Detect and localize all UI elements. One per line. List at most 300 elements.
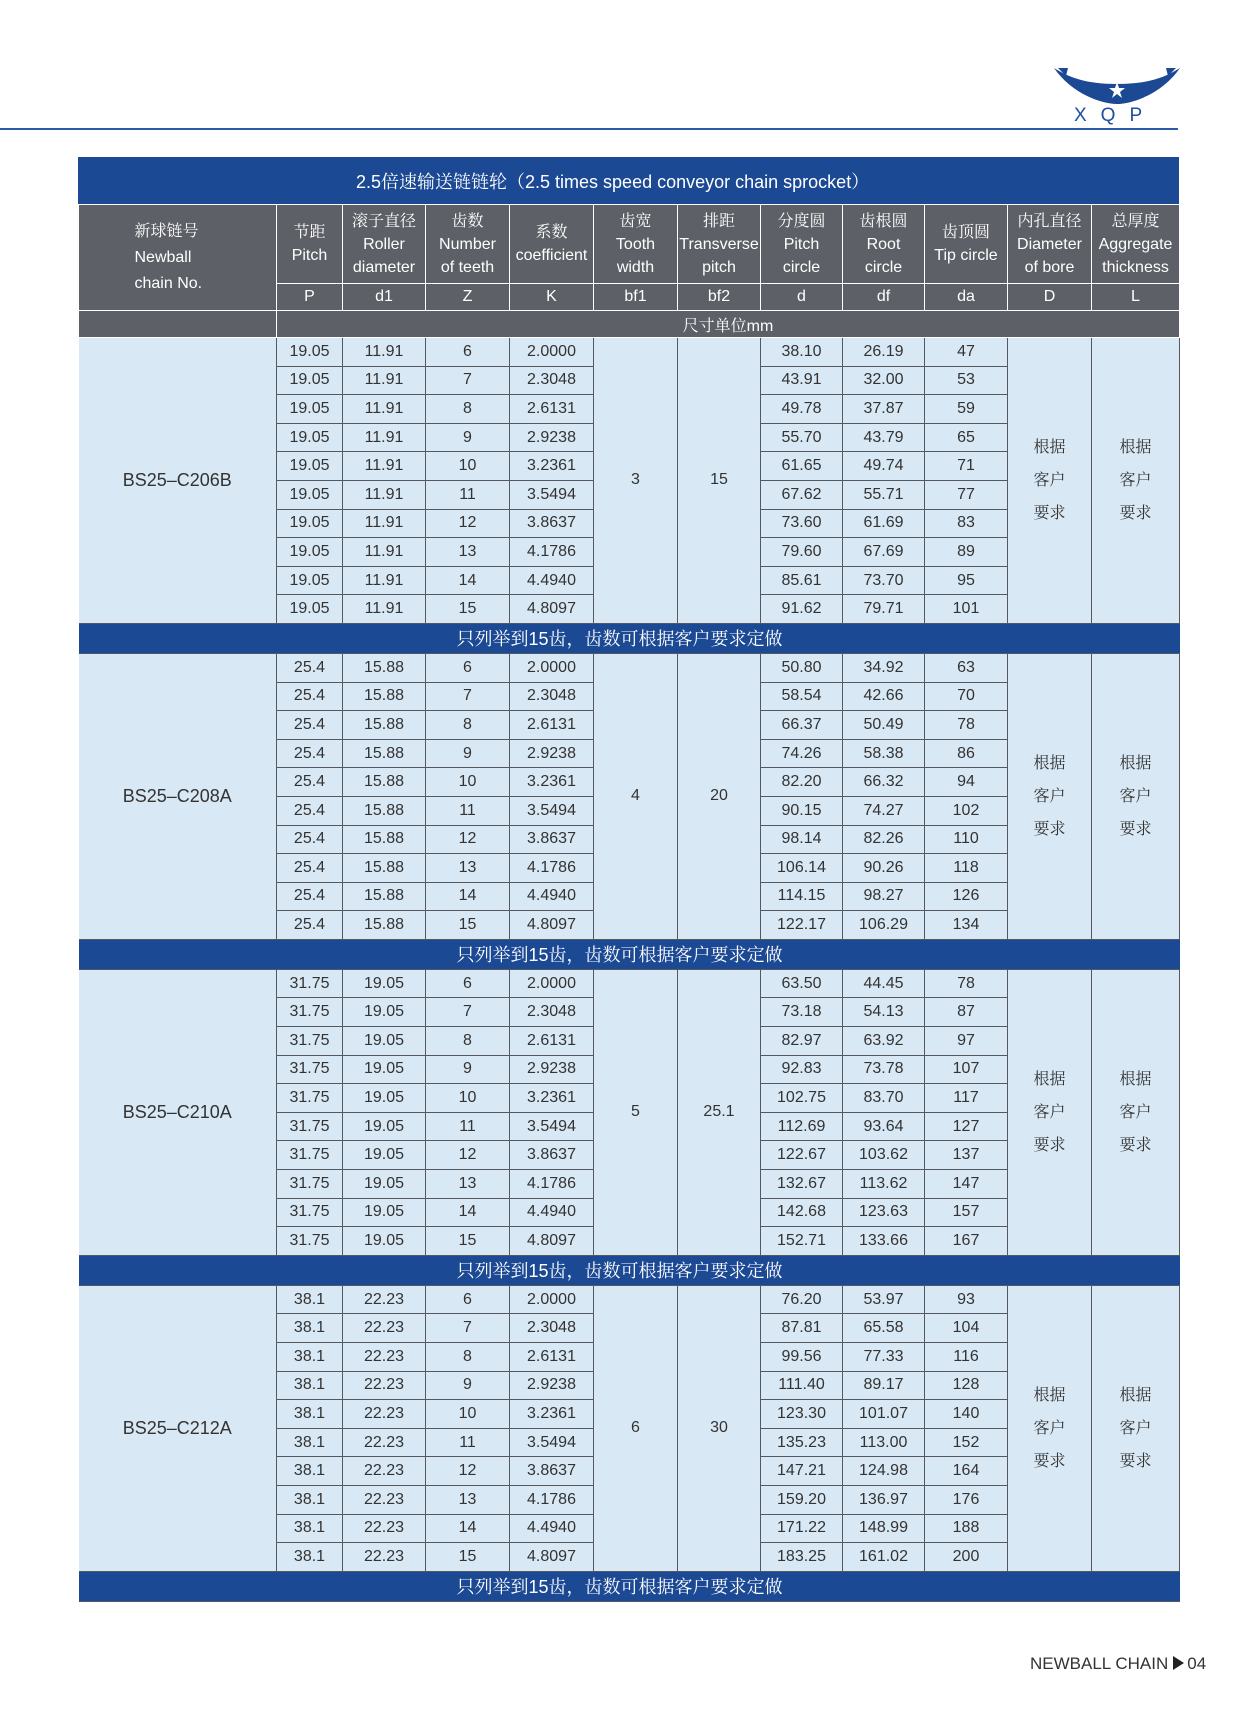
cell-pitch: 31.75: [277, 1112, 343, 1141]
header-col-text: Root: [866, 235, 901, 253]
cell-coefficient: 2.3048: [510, 1314, 594, 1343]
cell-tip-circle: 65: [925, 423, 1008, 452]
cell-root-circle: 32.00: [843, 366, 925, 395]
cell-tip-circle: 53: [925, 366, 1008, 395]
cell-tip-circle: 127: [925, 1112, 1008, 1141]
cell-roller-diameter: 15.88: [343, 653, 426, 682]
cell-pitch-circle: 82.20: [761, 768, 843, 797]
cell-root-circle: 43.79: [843, 423, 925, 452]
cell-pitch: 38.1: [277, 1285, 343, 1314]
cell-root-circle: 93.64: [843, 1112, 925, 1141]
cell-teeth: 8: [426, 1027, 510, 1056]
header-units: 尺寸单位mm: [277, 311, 1180, 338]
cell-root-circle: 123.63: [843, 1198, 925, 1227]
cell-pitch-circle: 135.23: [761, 1428, 843, 1457]
cell-root-circle: 148.99: [843, 1514, 925, 1543]
cell-roller-diameter: 15.88: [343, 768, 426, 797]
cell-pitch-circle: 159.20: [761, 1485, 843, 1514]
cell-tooth-width: 4: [594, 653, 678, 939]
cell-pitch: 38.1: [277, 1457, 343, 1486]
logo-text: XQP: [1074, 105, 1157, 126]
cell-transverse-pitch: 25.1: [678, 969, 761, 1255]
cell-tip-circle: 157: [925, 1198, 1008, 1227]
cell-teeth: 15: [426, 595, 510, 624]
cell-coefficient: 3.2361: [510, 452, 594, 481]
header-symbol: da: [925, 284, 1008, 311]
cell-coefficient: 3.8637: [510, 1141, 594, 1170]
cell-coefficient: 2.3048: [510, 682, 594, 711]
cell-tip-circle: 140: [925, 1400, 1008, 1429]
table-row: [79, 338, 1180, 367]
cell-tip-circle: 116: [925, 1343, 1008, 1372]
header-newball-chain-no: [79, 205, 277, 311]
cell-pitch-circle: 58.54: [761, 682, 843, 711]
cell-roller-diameter: 22.23: [343, 1314, 426, 1343]
cell-teeth: 11: [426, 796, 510, 825]
cell-tip-circle: 200: [925, 1543, 1008, 1572]
cell-tip-circle: 93: [925, 1285, 1008, 1314]
header-col-text: width: [616, 258, 655, 276]
cell-roller-diameter: 11.91: [343, 538, 426, 567]
header-col-text: Tip circle: [934, 247, 998, 264]
cell-teeth: 8: [426, 1343, 510, 1372]
cell-root-circle: 73.70: [843, 566, 925, 595]
cell-coefficient: 2.0000: [510, 653, 594, 682]
cell-tip-circle: 147: [925, 1170, 1008, 1199]
header-symbol: bf1: [594, 284, 678, 311]
note-line: 客户: [1033, 787, 1066, 805]
header-col-k: [510, 205, 594, 284]
cell-roller-diameter: 19.05: [343, 1141, 426, 1170]
cell-pitch-circle: 142.68: [761, 1198, 843, 1227]
cell-tip-circle: 176: [925, 1485, 1008, 1514]
cell-roller-diameter: 15.88: [343, 825, 426, 854]
header-col-z: [426, 205, 510, 284]
cell-coefficient: 4.1786: [510, 1485, 594, 1514]
note-line: 要求: [1033, 820, 1066, 838]
cell-pitch: 31.75: [277, 998, 343, 1027]
cell-roller-diameter: 22.23: [343, 1400, 426, 1429]
table-row: [79, 969, 1180, 998]
cell-aggregate-thickness: [1092, 969, 1180, 1255]
cell-pitch-circle: 98.14: [761, 825, 843, 854]
cell-roller-diameter: 19.05: [343, 1112, 426, 1141]
cell-pitch: 25.4: [277, 653, 343, 682]
note-line: 根据: [1033, 438, 1066, 456]
header-symbol: df: [843, 284, 925, 311]
chain-model: BS25–C208A: [79, 653, 277, 939]
cell-tip-circle: 94: [925, 768, 1008, 797]
cell-teeth: 14: [426, 1198, 510, 1227]
header-col-d: [761, 205, 843, 284]
cell-tip-circle: 104: [925, 1314, 1008, 1343]
note-line: 客户: [1119, 1103, 1152, 1121]
cell-roller-diameter: 22.23: [343, 1457, 426, 1486]
cell-tip-circle: 71: [925, 452, 1008, 481]
cell-root-circle: 77.33: [843, 1343, 925, 1372]
cell-root-circle: 54.13: [843, 998, 925, 1027]
cell-pitch-circle: 63.50: [761, 969, 843, 998]
cell-roller-diameter: 19.05: [343, 969, 426, 998]
cell-tip-circle: 59: [925, 395, 1008, 424]
cell-pitch: 25.4: [277, 796, 343, 825]
cell-teeth: 12: [426, 825, 510, 854]
cell-teeth: 10: [426, 1084, 510, 1113]
cell-tip-circle: 137: [925, 1141, 1008, 1170]
page-number: 04: [1187, 1654, 1207, 1673]
cell-roller-diameter: 19.05: [343, 1055, 426, 1084]
logo-wing-icon: [1052, 64, 1182, 110]
cell-coefficient: 3.2361: [510, 768, 594, 797]
cell-tip-circle: 47: [925, 338, 1008, 367]
cell-root-circle: 74.27: [843, 796, 925, 825]
cell-roller-diameter: 11.91: [343, 509, 426, 538]
cell-roller-diameter: 11.91: [343, 366, 426, 395]
cell-root-circle: 133.66: [843, 1227, 925, 1256]
header-col-bf1: [594, 205, 678, 284]
cell-coefficient: 2.9238: [510, 739, 594, 768]
triangle-right-icon: [1173, 1656, 1184, 1670]
footer-note: 只列举到15齿，齿数可根据客户要求定做: [79, 939, 1180, 969]
cell-roller-diameter: 22.23: [343, 1543, 426, 1572]
cell-pitch: 19.05: [277, 366, 343, 395]
cell-tooth-width: 3: [594, 338, 678, 624]
cell-roller-diameter: 15.88: [343, 711, 426, 740]
cell-root-circle: 61.69: [843, 509, 925, 538]
group-footer-row: [79, 939, 1180, 969]
footer-note: 只列举到15齿，齿数可根据客户要求定做: [79, 623, 1180, 653]
cell-teeth: 9: [426, 1371, 510, 1400]
cell-pitch-circle: 123.30: [761, 1400, 843, 1429]
cell-root-circle: 124.98: [843, 1457, 925, 1486]
cell-teeth: 7: [426, 366, 510, 395]
cell-tip-circle: 63: [925, 653, 1008, 682]
header-col-d1: [343, 205, 426, 284]
cell-tooth-width: 5: [594, 969, 678, 1255]
cell-teeth: 11: [426, 1428, 510, 1457]
cell-teeth: 15: [426, 911, 510, 940]
cell-pitch-circle: 74.26: [761, 739, 843, 768]
table-row: [79, 653, 1180, 682]
cell-pitch-circle: 55.70: [761, 423, 843, 452]
cell-tip-circle: 86: [925, 739, 1008, 768]
cell-roller-diameter: 19.05: [343, 1198, 426, 1227]
cell-roller-diameter: 11.91: [343, 452, 426, 481]
header-col-text: pitch: [702, 258, 736, 276]
header-col-d: [1008, 205, 1092, 284]
header-col-text: 齿数: [451, 212, 484, 230]
note-line: 要求: [1033, 1136, 1066, 1154]
cell-coefficient: 3.8637: [510, 509, 594, 538]
header-symbol: D: [1008, 284, 1092, 311]
header-col-text: Pitch: [291, 247, 328, 264]
cell-pitch: 31.75: [277, 969, 343, 998]
cell-pitch: 38.1: [277, 1314, 343, 1343]
cell-tip-circle: 97: [925, 1027, 1008, 1056]
cell-root-circle: 82.26: [843, 825, 925, 854]
note-line: 客户: [1033, 471, 1066, 489]
cell-root-circle: 98.27: [843, 882, 925, 911]
cell-root-circle: 67.69: [843, 538, 925, 567]
cell-tip-circle: 118: [925, 854, 1008, 883]
header-symbol: P: [277, 284, 343, 311]
chain-model: BS25–C206B: [79, 338, 277, 624]
cell-roller-diameter: 22.23: [343, 1371, 426, 1400]
header-col-text: circle: [782, 258, 821, 276]
cell-pitch: 38.1: [277, 1343, 343, 1372]
cell-root-circle: 63.92: [843, 1027, 925, 1056]
cell-roller-diameter: 15.88: [343, 854, 426, 883]
cell-teeth: 8: [426, 395, 510, 424]
cell-tip-circle: 70: [925, 682, 1008, 711]
cell-bore-diameter: [1008, 969, 1092, 1255]
cell-teeth: 13: [426, 1485, 510, 1514]
cell-roller-diameter: 11.91: [343, 566, 426, 595]
header-col-text: of bore: [1024, 258, 1075, 276]
cell-pitch-circle: 99.56: [761, 1343, 843, 1372]
cell-roller-diameter: 22.23: [343, 1514, 426, 1543]
cell-pitch-circle: 87.81: [761, 1314, 843, 1343]
cell-coefficient: 3.2361: [510, 1400, 594, 1429]
cell-roller-diameter: 19.05: [343, 1170, 426, 1199]
cell-bore-diameter: [1008, 338, 1092, 624]
cell-roller-diameter: 19.05: [343, 1227, 426, 1256]
cell-coefficient: 2.9238: [510, 423, 594, 452]
cell-pitch: 19.05: [277, 338, 343, 367]
header-col-text: 齿顶圆: [941, 224, 990, 241]
header-col-df: [843, 205, 925, 284]
cell-coefficient: 4.8097: [510, 595, 594, 624]
header-col-text: 滚子直径: [351, 212, 416, 230]
cell-coefficient: 2.0000: [510, 969, 594, 998]
cell-pitch: 25.4: [277, 768, 343, 797]
cell-teeth: 15: [426, 1543, 510, 1572]
header-col-text: coefficient: [515, 247, 588, 264]
cell-teeth: 7: [426, 682, 510, 711]
table-title: 2.5倍速输送链链轮（2.5 times speed conveyor chain sprocket）: [78, 157, 1179, 204]
cell-tip-circle: 89: [925, 538, 1008, 567]
cell-roller-diameter: 15.88: [343, 911, 426, 940]
cell-tip-circle: 78: [925, 711, 1008, 740]
cell-pitch-circle: 183.25: [761, 1543, 843, 1572]
note-line: 客户: [1119, 787, 1152, 805]
cell-teeth: 14: [426, 1514, 510, 1543]
note-line: 根据: [1119, 1386, 1152, 1404]
cell-roller-diameter: 11.91: [343, 423, 426, 452]
cell-coefficient: 3.8637: [510, 825, 594, 854]
cell-pitch-circle: 79.60: [761, 538, 843, 567]
note-line: 根据: [1033, 1386, 1066, 1404]
cell-teeth: 11: [426, 1112, 510, 1141]
cell-pitch: 31.75: [277, 1227, 343, 1256]
cell-pitch-circle: 106.14: [761, 854, 843, 883]
cell-coefficient: 2.6131: [510, 1027, 594, 1056]
cell-teeth: 12: [426, 1457, 510, 1486]
cell-tip-circle: 83: [925, 509, 1008, 538]
note-line: 要求: [1119, 1136, 1152, 1154]
cell-pitch: 31.75: [277, 1170, 343, 1199]
cell-teeth: 9: [426, 739, 510, 768]
cell-teeth: 7: [426, 998, 510, 1027]
cell-root-circle: 113.62: [843, 1170, 925, 1199]
cell-pitch-circle: 50.80: [761, 653, 843, 682]
cell-teeth: 14: [426, 566, 510, 595]
header-col-text: circle: [864, 258, 903, 276]
cell-pitch: 38.1: [277, 1428, 343, 1457]
cell-tip-circle: 95: [925, 566, 1008, 595]
cell-bore-diameter: [1008, 653, 1092, 939]
cell-pitch: 31.75: [277, 1027, 343, 1056]
cell-root-circle: 83.70: [843, 1084, 925, 1113]
cell-tip-circle: 87: [925, 998, 1008, 1027]
cell-pitch: 38.1: [277, 1485, 343, 1514]
cell-root-circle: 106.29: [843, 911, 925, 940]
cell-tip-circle: 134: [925, 911, 1008, 940]
cell-pitch: 19.05: [277, 452, 343, 481]
cell-teeth: 8: [426, 711, 510, 740]
cell-pitch: 19.05: [277, 509, 343, 538]
header-col-text: 排距: [702, 212, 735, 230]
cell-root-circle: 79.71: [843, 595, 925, 624]
cell-roller-diameter: 22.23: [343, 1485, 426, 1514]
cell-teeth: 12: [426, 1141, 510, 1170]
header-col-text: Aggregate: [1098, 235, 1173, 253]
cell-teeth: 7: [426, 1314, 510, 1343]
cell-coefficient: 4.8097: [510, 1227, 594, 1256]
cell-coefficient: 4.4940: [510, 1198, 594, 1227]
cell-transverse-pitch: 15: [678, 338, 761, 624]
cell-roller-diameter: 11.91: [343, 480, 426, 509]
cell-pitch-circle: 66.37: [761, 711, 843, 740]
footer-brand: NEWBALL CHAIN: [1030, 1654, 1169, 1673]
cell-root-circle: 44.45: [843, 969, 925, 998]
header-symbol: bf2: [678, 284, 761, 311]
note-line: 客户: [1119, 471, 1152, 489]
note-line: 要求: [1033, 504, 1066, 522]
header-symbol: Z: [426, 284, 510, 311]
note-line: 根据: [1119, 1070, 1152, 1088]
cell-pitch-circle: 91.62: [761, 595, 843, 624]
header-col-l: [1092, 205, 1180, 284]
cell-pitch-circle: 102.75: [761, 1084, 843, 1113]
cell-pitch: 31.75: [277, 1084, 343, 1113]
header-col-text: Roller: [363, 235, 405, 253]
cell-tooth-width: 6: [594, 1285, 678, 1571]
header-col-text: 齿根圆: [859, 212, 908, 230]
header-newball-line: chain No.: [134, 274, 203, 292]
cell-pitch-circle: 85.61: [761, 566, 843, 595]
cell-teeth: 10: [426, 1400, 510, 1429]
cell-pitch: 19.05: [277, 395, 343, 424]
header-col-p: [277, 205, 343, 284]
cell-pitch-circle: 90.15: [761, 796, 843, 825]
header-col-text: 系数: [535, 224, 568, 241]
cell-roller-diameter: 15.88: [343, 739, 426, 768]
header-col-text: 总厚度: [1111, 212, 1160, 230]
cell-root-circle: 101.07: [843, 1400, 925, 1429]
chain-model: BS25–C212A: [79, 1285, 277, 1571]
header-col-da: [925, 205, 1008, 284]
cell-pitch-circle: 171.22: [761, 1514, 843, 1543]
header-col-text: Diameter: [1017, 235, 1082, 253]
cell-coefficient: 2.9238: [510, 1055, 594, 1084]
cell-coefficient: 3.2361: [510, 1084, 594, 1113]
cell-roller-diameter: 22.23: [343, 1285, 426, 1314]
cell-aggregate-thickness: [1092, 1285, 1180, 1571]
cell-pitch-circle: 49.78: [761, 395, 843, 424]
cell-root-circle: 26.19: [843, 338, 925, 367]
header-symbol: d1: [343, 284, 426, 311]
cell-roller-diameter: 19.05: [343, 998, 426, 1027]
cell-teeth: 6: [426, 1285, 510, 1314]
cell-coefficient: 4.4940: [510, 1514, 594, 1543]
cell-roller-diameter: 15.88: [343, 882, 426, 911]
cell-root-circle: 65.58: [843, 1314, 925, 1343]
cell-roller-diameter: 15.88: [343, 796, 426, 825]
cell-pitch: 25.4: [277, 682, 343, 711]
header-symbol: d: [761, 284, 843, 311]
cell-teeth: 13: [426, 1170, 510, 1199]
cell-pitch-circle: 111.40: [761, 1371, 843, 1400]
cell-coefficient: 2.0000: [510, 338, 594, 367]
header-col-text: 节距: [293, 224, 326, 241]
cell-coefficient: 4.4940: [510, 566, 594, 595]
cell-roller-diameter: 22.23: [343, 1428, 426, 1457]
cell-coefficient: 2.3048: [510, 366, 594, 395]
spec-table: [78, 204, 1180, 1602]
header-rule: [0, 128, 1178, 130]
cell-root-circle: 53.97: [843, 1285, 925, 1314]
cell-tip-circle: 164: [925, 1457, 1008, 1486]
group-footer-row: [79, 623, 1180, 653]
cell-pitch-circle: 82.97: [761, 1027, 843, 1056]
cell-root-circle: 73.78: [843, 1055, 925, 1084]
cell-pitch-circle: 38.10: [761, 338, 843, 367]
cell-aggregate-thickness: [1092, 653, 1180, 939]
header-newball-line: Newball: [134, 248, 192, 266]
cell-coefficient: 4.1786: [510, 538, 594, 567]
cell-pitch: 19.05: [277, 538, 343, 567]
header-col-text: Pitch: [783, 235, 820, 253]
cell-pitch: 25.4: [277, 882, 343, 911]
footer-note: 只列举到15齿，齿数可根据客户要求定做: [79, 1571, 1180, 1601]
note-line: 客户: [1033, 1419, 1066, 1437]
header-col-text: Transverse: [679, 235, 759, 253]
header-col-text: of teeth: [440, 258, 495, 276]
cell-coefficient: 3.5494: [510, 1428, 594, 1457]
cell-teeth: 9: [426, 1055, 510, 1084]
cell-coefficient: 3.5494: [510, 796, 594, 825]
cell-tip-circle: 78: [925, 969, 1008, 998]
cell-pitch: 38.1: [277, 1400, 343, 1429]
cell-pitch: 25.4: [277, 911, 343, 940]
cell-roller-diameter: 15.88: [343, 682, 426, 711]
cell-root-circle: 161.02: [843, 1543, 925, 1572]
page-footer: [1030, 1654, 1206, 1674]
cell-coefficient: 4.1786: [510, 854, 594, 883]
cell-pitch-circle: 152.71: [761, 1227, 843, 1256]
table-row: [79, 1285, 1180, 1314]
cell-root-circle: 58.38: [843, 739, 925, 768]
cell-coefficient: 3.5494: [510, 1112, 594, 1141]
cell-pitch-circle: 73.60: [761, 509, 843, 538]
header-row-units: [79, 311, 1180, 338]
header-col-text: diameter: [352, 258, 416, 276]
cell-teeth: 12: [426, 509, 510, 538]
cell-pitch: 19.05: [277, 595, 343, 624]
cell-root-circle: 66.32: [843, 768, 925, 797]
note-line: 根据: [1033, 1070, 1066, 1088]
